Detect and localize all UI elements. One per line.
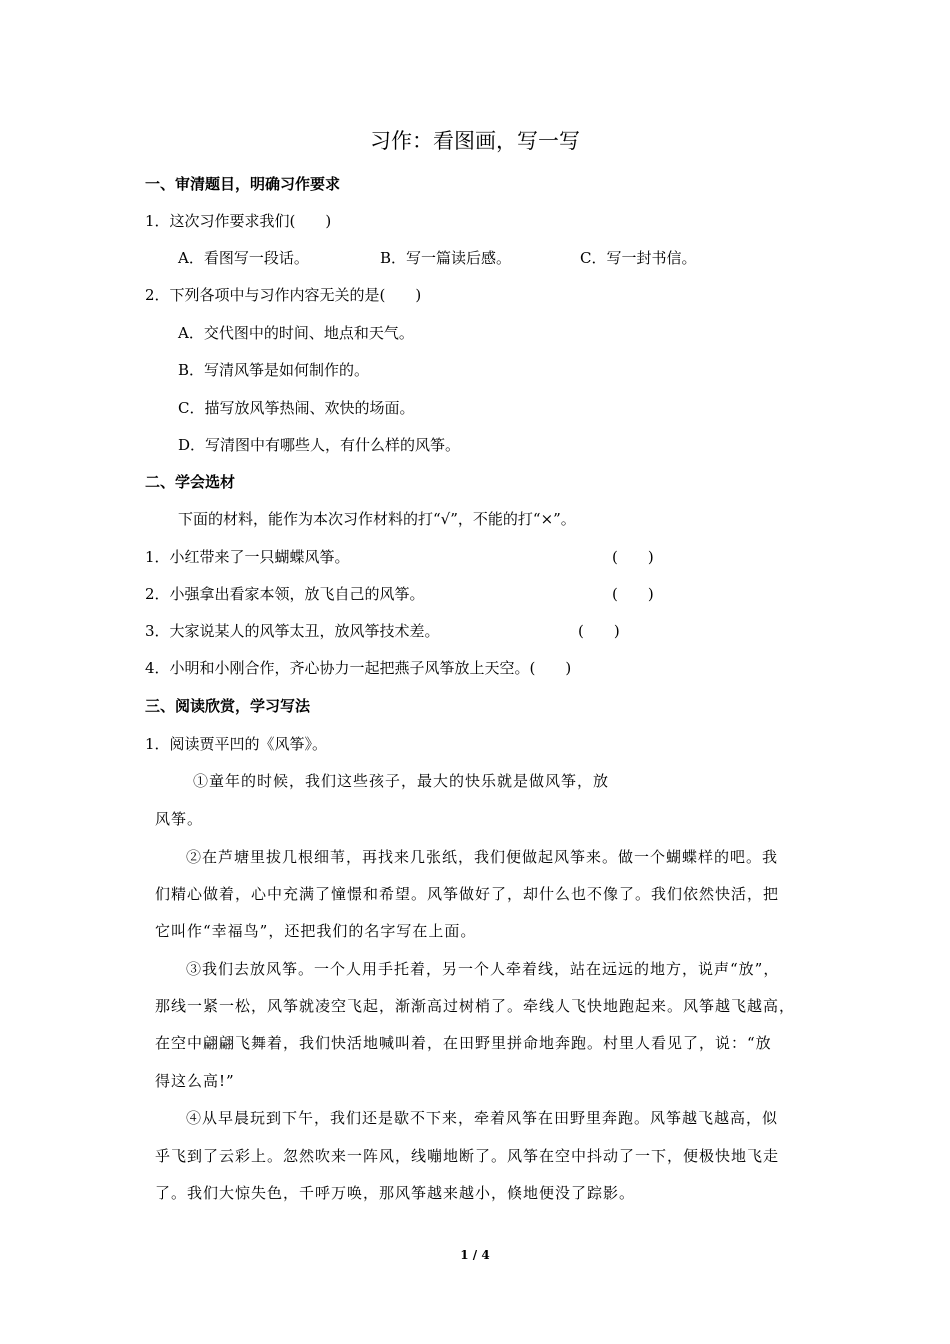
reading-line: 们精心做着，心中充满了憧憬和希望。风筝做好了，却什么也不像了。我们依然快活，把 — [155, 885, 780, 903]
reading-line: ③我们去放风筝。一个人用手托着，另一个人牵着线，站在远远的地方，说声“放”， — [186, 960, 780, 978]
q1-option-c: C．写一封书信。 — [580, 249, 697, 267]
reading-line: ②在芦塘里拔几根细苇，再找来几张纸，我们便做起风筝来。做一个蝴蝶样的吧。我 — [186, 848, 779, 866]
reading-line: ④从早晨玩到下午，我们还是歇不下来，牵着风筝在田野里奔跑。风筝越飞越高，似 — [186, 1109, 779, 1127]
q1-option-a: A．看图写一段话。 — [178, 249, 309, 267]
section-1-heading: 一、审清题目，明确习作要求 — [145, 175, 341, 193]
choice-item-1: 1．小红带来了一只蝴蝶风筝。 — [145, 548, 350, 566]
reading-line: 乎飞到了云彩上。忽然吹来一阵风，线嘣地断了。风筝在空中抖动了一下，便极快地飞走 — [155, 1147, 780, 1165]
choice-item-3: 3．大家说某人的风筝太丑，放风筝技术差。 — [145, 622, 440, 640]
page-number: 1 / 4 — [460, 1248, 490, 1262]
reading-line: 风筝。 — [155, 810, 204, 828]
q2-option-d: D．写清图中有哪些人，有什么样的风筝。 — [178, 436, 461, 454]
q2-option-c: C．描写放风筝热闹、欢快的场面。 — [178, 399, 415, 417]
choice-item-1-blank[interactable]: ( ) — [612, 548, 654, 566]
choice-item-2-blank[interactable]: ( ) — [612, 585, 654, 603]
q1-option-b: B．写一篇读后感。 — [380, 249, 512, 267]
q2-option-a: A．交代图中的时间、地点和天气。 — [178, 324, 414, 342]
page-title: 习作：看图画，写一写 — [370, 129, 580, 153]
reading-line: 它叫作“幸福鸟”，还把我们的名字写在上面。 — [155, 922, 477, 940]
reading-line: 那线一紧一松，风筝就凌空飞起，渐渐高过树梢了。牵线人飞快地跑起来。风筝越飞越高， — [155, 997, 796, 1015]
section-2-heading: 二、学会选材 — [145, 473, 236, 491]
reading-question: 1．阅读贾平凹的《风筝》。 — [145, 735, 328, 753]
choice-item-2: 2．小强拿出看家本领，放飞自己的风筝。 — [145, 585, 425, 603]
q2-option-b: B．写清风筝是如何制作的。 — [178, 361, 370, 379]
reading-line: 了。我们大惊失色，千呼万唤，那风筝越来越小，倏地便没了踪影。 — [155, 1184, 636, 1202]
section-2-intro: 下面的材料，能作为本次习作材料的打“√”，不能的打“×”。 — [178, 510, 576, 528]
choice-item-4: 4．小明和小刚合作，齐心协力一起把燕子风筝放上天空。( ) — [145, 659, 572, 677]
choice-item-3-blank[interactable]: ( ) — [578, 622, 620, 640]
section-3-heading: 三、阅读欣赏，学习写法 — [145, 697, 311, 715]
reading-line: 得这么高!” — [155, 1072, 235, 1090]
q2-stem: 2．下列各项中与习作内容无关的是( ) — [145, 286, 422, 304]
reading-line: ①童年的时候，我们这些孩子，最大的快乐就是做风筝，放 — [193, 772, 610, 790]
q1-stem: 1．这次习作要求我们( ) — [145, 212, 332, 230]
reading-line: 在空中翩翩飞舞着，我们快活地喊叫着，在田野里拼命地奔跑。村里人看见了，说：“放 — [155, 1034, 772, 1052]
